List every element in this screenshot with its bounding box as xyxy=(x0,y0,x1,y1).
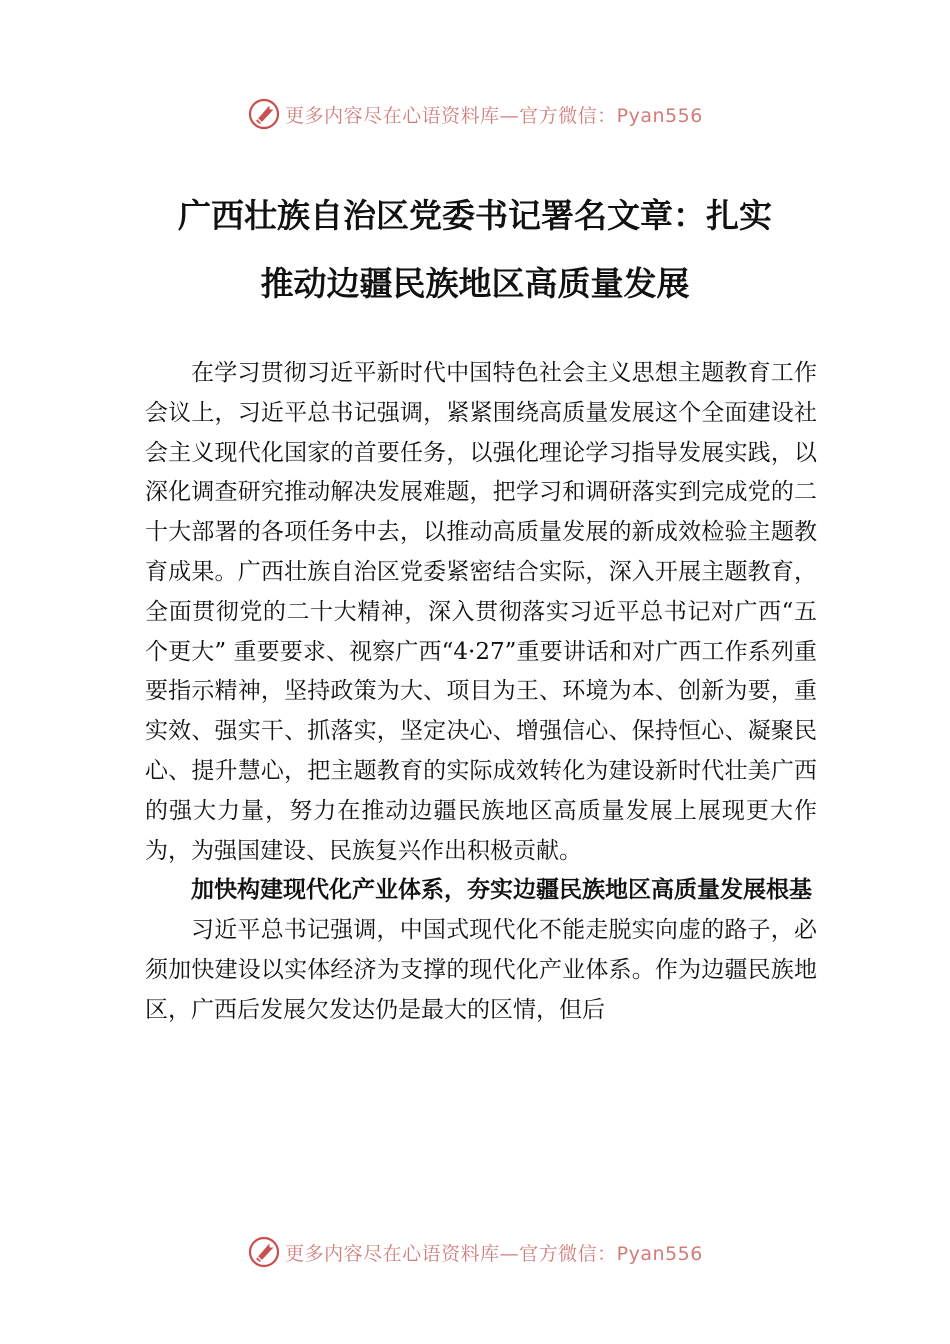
article-title xyxy=(120,182,830,318)
title-line-1: 广西壮族自治区党委书记署名文章：扎实 xyxy=(178,196,772,235)
banner-text xyxy=(285,1239,703,1266)
footer-banner xyxy=(0,1232,950,1272)
title-line-2: 推动边疆民族地区高质量发展 xyxy=(260,264,690,303)
banner-text xyxy=(285,101,703,128)
wechat-id: Pyan556 xyxy=(616,104,703,127)
pen-nib-logo-icon xyxy=(247,1235,281,1269)
banner-label: 更多内容尽在心语资料库—官方微信： xyxy=(285,104,617,127)
article-body xyxy=(145,354,817,1031)
header-banner xyxy=(0,94,950,134)
paragraph-1: 在学习贯彻习近平新时代中国特色社会主义思想主题教育工作会议上，习近平总书记强调，紧紧围绕高质量发展这个全面建设社会主义现代化国家的首要任务，以强化理论学习指导发展实践，以深化调查研究推动解决发展难题，把学习和调研落实到完成党的二十大部署的各项任务中去，以推动高质量发展的新成效检验主题教育成果。广西壮族自治区党委紧密结合实际，深入开展主题教育，全面贯彻党的二十大精神，深入贯彻落实习近平总书记对广西“五个更大” 重要要求、视察广西“4·27”重要讲话和对广西工作系列重要指示精神，坚持政策为大、项目为王、环境为本、创新为要，重实效、强实干、抓落实，坚定决心、增强信心、保持恒心、凝聚民心、提升慧心，把主题教育的实际成效转化为建设新时代壮美广西的强大力量，努力在推动边疆民族地区高质量发展上展现更大作为，为强国建设、民族复兴作出积极贡献。 xyxy=(145,360,817,864)
wechat-id: Pyan556 xyxy=(616,1242,703,1265)
pen-nib-logo-icon xyxy=(247,97,281,131)
banner-label: 更多内容尽在心语资料库—官方微信： xyxy=(285,1242,617,1265)
paragraph-2: 习近平总书记强调，中国式现代化不能走脱实向虚的路子，必须加快建设以实体经济为支撑的现代化产业体系。作为边疆民族地区，广西后发展欠发达仍是最大的区情，但后 xyxy=(145,917,817,1023)
section-heading-1: 加快构建现代化产业体系，夯实边疆民族地区高质量发展根基 xyxy=(191,877,812,904)
